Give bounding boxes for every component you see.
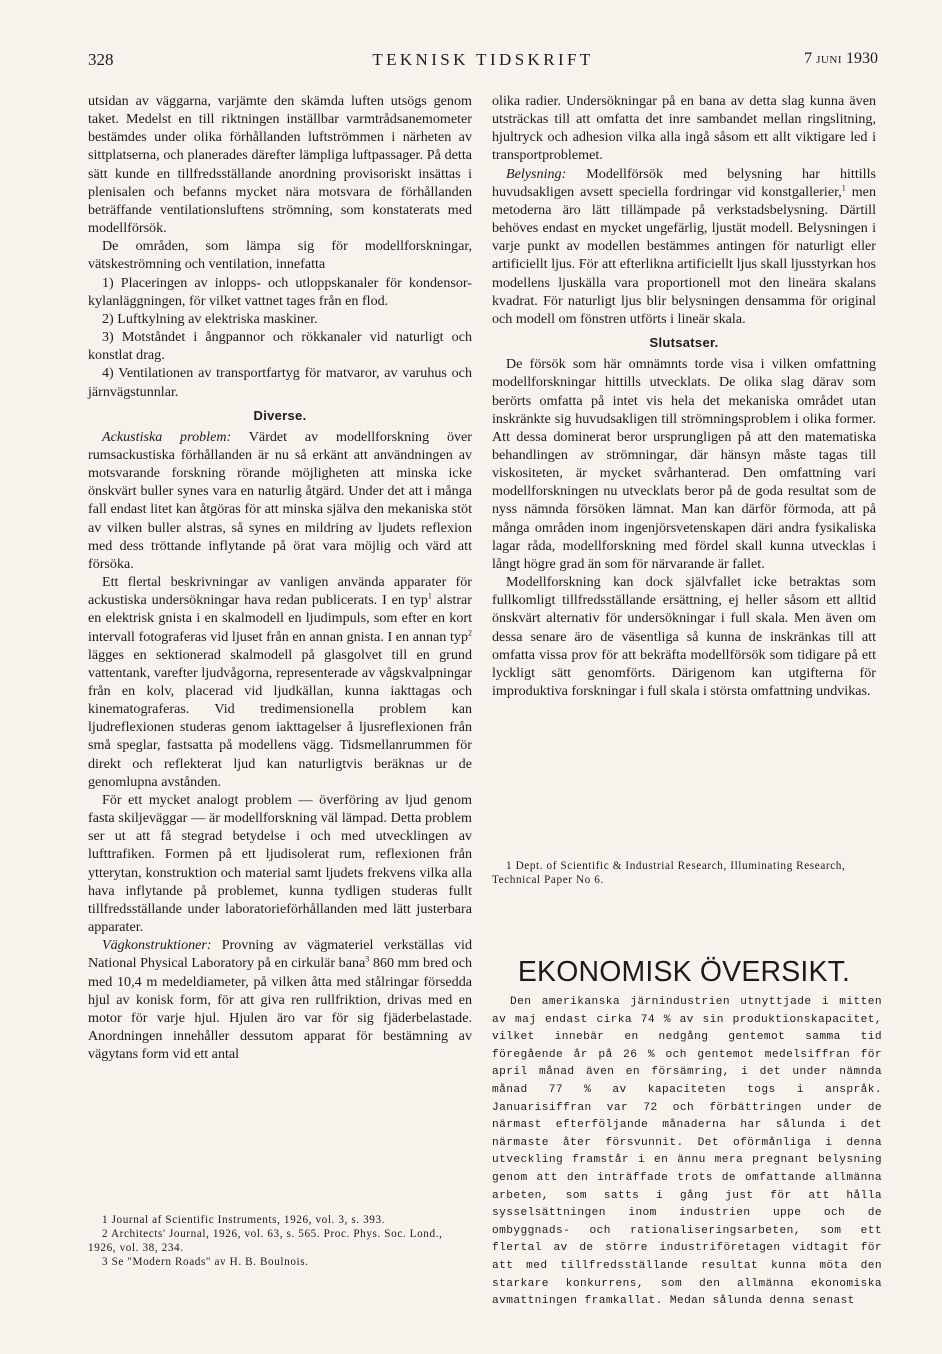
run-in-heading: Ackustiska problem: xyxy=(102,428,232,445)
page-header xyxy=(88,50,878,76)
footnote: 2 Architects' Journal, 1926, vol. 63, s. 565. Proc. Phys. Soc. Lond., 1926, vol. 38, 234. xyxy=(88,1227,443,1254)
footnote: 1 Dept. of Scientific & Industrial Research, Illuminating Research, Technical Paper No 6. xyxy=(492,860,846,886)
date-year: 1930 xyxy=(846,50,878,67)
paragraph: Den amerikanska järnindustrien utnyttjade i mitten av maj endast cirka 74 % av sin produktionskapacitet, vilket innebär en nedgång gentemot samma tid föregående år på 26 % och gentemot medelsiffran för april månad även en försämring, i det under nämnda månad 77 % av kapaciteten togs i anspråk. Januarisiffran var 72 och förbättringen under de närmast efterföljande månaderna har sålunda i det närmaste åter försvunnit. Det oförmånliga i denna utveckling framstår i en ännu mera pregnant belysning genom att den inträffade trots de omfattande allmänna arbeten, som satts i gång just för att hålla sysselsättningen inom industrien uppe och de ombyggnads- och rationaliseringsarbeten, som ett flertal av de större industriföretagen vidtagit för att med tillfredsställande resultat kunna möta den starkare konkurrens, som den allmänna ekonomiska avmattningen framkallat. Medan sålunda denna senast xyxy=(492,996,882,1308)
footnote-right xyxy=(492,860,876,888)
date-day: 7 xyxy=(804,50,813,67)
page-number: 328 xyxy=(88,50,114,69)
paragraph: För ett mycket analogt problem — överföring av ljud genom fasta skiljeväggar — är modellforskning väl lämpad. Detta problem ser ut att få stegrad betydelse i och med utvecklingen av lufttrafiken. Formen på ett ljudisolerat rum, reflexionen från ytterytan, konstruktion och material samt ljudets frekvens vilka alla hava inflytande på problemet, kunna tydligen studeras fullt tillfredsställande under laboratorieförhållanden med lätt justerbara apparater. xyxy=(88,791,472,936)
date-month: JUNI xyxy=(816,54,842,66)
paragraph: Ackustiska problem: Värdet av modellforskning över rumsackustiska förhållanden är nu så erkänt att användningen av motsvarande forskning rörande möjligheten att minska icke önskvärt buller synes vara en naturlig åtgärd. Under det att i många fall endast litet kan åtgöras för att minska själva den mekaniska stöt av vilken buller alstras, så synes en mildring av ljudets reflexion med dess tröttande inflytande på örat vara möjlig och värd att försöka. xyxy=(88,428,472,572)
list-item: 2) Luftkylning av elektriska maskiner. xyxy=(102,310,318,327)
issue-date xyxy=(804,50,878,68)
footnote: 3 Se "Modern Roads" av H. B. Boulnois. xyxy=(102,1255,309,1268)
paragraph: De områden, som lämpa sig för modellforskningar, vätskeströmning och ventilation, innefatta xyxy=(88,238,472,273)
list-item: 1) Placeringen av inlopps- och utloppskanaler för kondensor-kylanläggningen, för vilket vattnet tages från en flod. xyxy=(88,274,472,309)
section-heading-slutsatser: Slutsatser. xyxy=(649,335,719,351)
ekonomisk-oversikt-body xyxy=(492,994,882,1311)
footnote-ref: 3 xyxy=(365,954,370,964)
list-item: 4) Ventilationen av transportfartyg för matvaror, av varuhus och järnvägstunnlar. xyxy=(88,365,472,400)
paragraph: Modellforskning kan dock självfallet icke betraktas som fullkomligt tillfredsställande ersättning, ej heller såsom ett alltid önskvärt alternativ för undersökningar i full skala. Men även om dessa senare äro de väsentliga så kunna de inskränkas till att omfatta vissa prov för att bekräfta modellförsök som tidigare på ett lyckligt sätt genomförts. Därigenom kan utgifterna för improduktiva forskningar i full skala i största omfattning undvikas. xyxy=(492,574,876,699)
list-item: 3) Motståndet i ångpannor och rökkanaler vid naturligt och konstlat drag. xyxy=(88,329,472,364)
paragraph: De försök som här omnämnts torde visa i vilken omfattning modellforskningar hittills utvecklats. De olika slag därav som berörts omfatta på intet vis hela det mekaniska området utan inskränkte sig huvudsakligen till strömningsproblem i olika former. Att dessa dominerat beror ursprungligen på att den matematiska behandlingen av strömningar, där hänsyn måste tagas till viskositeten, är mycket svårhanterad. Den omfattning vari modellforskningen nu utvecklats beror på de goda resultat som de nyss nämnda försöken lämnat. Man kan därför förmoda, att på många områden inom ingenjörsvetenskapen däri andra fysikaliska lagar råda, modellforskning med fördel skall kunna utvecklas i långt högre grad än som för närvarande är fallet. xyxy=(492,356,876,572)
footnote-ref: 2 xyxy=(468,627,472,637)
ekonomisk-oversikt-title: EKONOMISK ÖVERSIKT. xyxy=(517,956,851,988)
footnote-ref: 1 xyxy=(427,591,432,601)
left-column xyxy=(88,92,472,1063)
paragraph: Ett flertal beskrivningar av vanligen använda apparater för ackustiska undersökningar hava redan publicerats. I en typ$^1$ alstrar en elektrisk gnista i en skalmodell en ljudimpuls, som efter en kort intervall fotograferas vid ljuset från en annan gnista. I en annan typ$^2$ lägges en sektionerad skalmodell på glasgolvet till en grund vattentank, varefter ljudvågorna, representerade av vågskvalpningar från en kolv, placerad vid ljudkällan, kunna iakttagas och kinematograferas. Vid tredimensionella problem kan ljudreflexionen studeras genom iakttagelser å ljusreflexionen från små speglar, fastsatta på modellens vägg. Tidsmellanrummen för direkt och reflekterat ljud kan naturligtvis beräknas ur de genomlupna avstånden. xyxy=(88,574,472,790)
journal-title: TEKNISK TIDSKRIFT xyxy=(372,50,594,69)
paragraph: olika radier. Undersökningar på en bana av detta slag kunna även utsträckas till att omfatta det inre sambandet mellan ringslitning, hjultryck och adhesion vilka alla ingå såsom ett allt viktigare led i transportproblemet. xyxy=(492,93,876,164)
footnote-ref: 1 xyxy=(841,183,846,193)
footnote: 1 Journal af Scientific Instruments, 1926, vol. 3, s. 393. xyxy=(102,1214,386,1226)
paragraph: Belysning: Modellförsök med belysning har hittills huvudsakligen avsett speciella fordringar vid konstgallerier,$^1$ men metoderna äro lätt tillämpade på verkstadsbelysning. Därtill behöves endast en mycket ungefärlig, ljustät modell. Belysningen i varje punkt av modellen bestämmes antingen för naturligt eller artificiellt ljus. För att efterlikna artificiellt ljus skall ljusstyrkan hos modellens ljuskälla vara proportionell mot den lineära skalans kvadrat. För naturligt ljus blir belysningen densamma för original och modell om fönstren utförts i lineär skala. xyxy=(492,165,876,327)
right-column xyxy=(492,92,876,700)
paragraph: utsidan av väggarna, varjämte den skämda luften utsögs genom taket. Medelst en till riktningen inställbar varmtrådsanemometer bestämdes under olika förhållanden luftströmmen i närheten av sittplatserna, och planerades därefter lämpliga luftpassager. På detta sätt kunde en tillfredsställande anordning provisoriskt insättas i plenisalen och befanns mycket nära motsvara de förhållanden beträffande ventilationsluftens strömning, som konstaterats med modellförsök. xyxy=(88,93,472,237)
footnotes-left xyxy=(88,1214,472,1270)
run-in-heading: Belysning: xyxy=(506,165,567,182)
section-heading-diverse: Diverse. xyxy=(253,407,307,423)
run-in-heading: Vägkonstruktioner: xyxy=(102,937,212,954)
paragraph: Vägkonstruktioner: Provning av vägmateriel verkställas vid National Physical Laboratory på en cirkulär bana$^3$ 860 mm bred och med 10,4 m medeldiameter, på vilken åtta med stålringar försedda hjul av konisk form, för att giva ren rullfriktion, drivas med en motor för varje hjul. Hjulen äro var för sig fjäderbelastade. Anordningen innehåller dessutom apparat för bestämning av vägytans form vid ett antal xyxy=(88,937,472,1063)
